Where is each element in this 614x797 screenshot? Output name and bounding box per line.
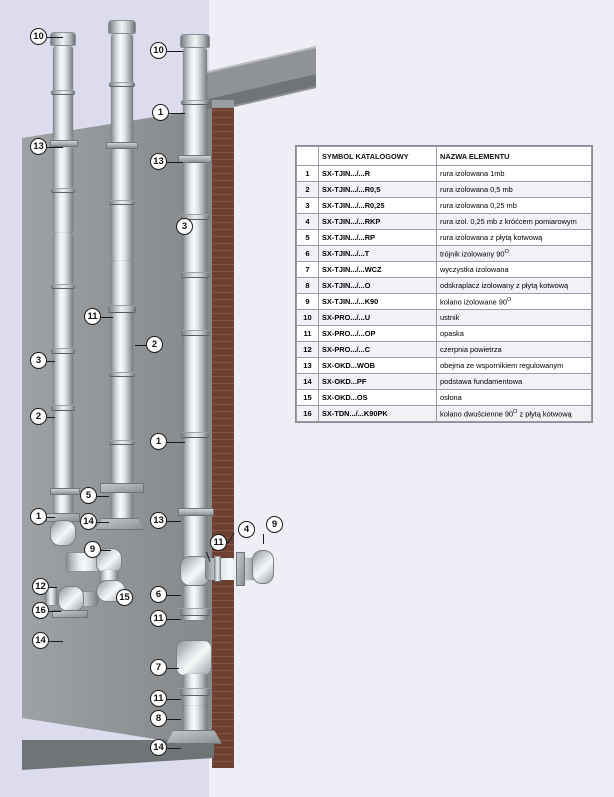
legend-cell-name: rura izol. 0,25 mb z króćcem pomiarowym: [437, 214, 592, 230]
legend-cell-symbol: SX-OKD...PF: [319, 374, 437, 390]
leader-line: [167, 719, 181, 720]
legend-cell-symbol: SX-TJIN.../...RKP: [319, 214, 437, 230]
chimney-c-pipe-2: [183, 163, 207, 219]
legend-cell-number: 3: [297, 198, 319, 214]
legend-row: [297, 310, 592, 326]
legend-cell-number: 11: [297, 326, 319, 342]
chimney-a-terminal: [50, 32, 76, 46]
legend-cell-name: podstawa fundamentowa: [437, 374, 592, 390]
callout-marker-3: 3: [30, 352, 47, 369]
legend-cell-number: 8: [297, 278, 319, 294]
legend-row: [297, 326, 592, 342]
cleanout-door: [176, 640, 212, 676]
callout-marker-5: 5: [80, 487, 97, 504]
leader-line: [167, 699, 181, 700]
chimney-b-pipe-1: [111, 34, 133, 142]
condensate-trap: [183, 706, 207, 734]
callout-marker-15: 15: [116, 589, 133, 606]
chimney-b-terminal: [108, 20, 136, 34]
legend-cell-name: rura izolowana 0,25 mb: [437, 198, 592, 214]
callout-marker-3: 3: [176, 218, 193, 235]
callout-marker-9: 9: [266, 516, 283, 533]
wall-brick-side: [212, 108, 234, 768]
legend-cell-number: 12: [297, 342, 319, 358]
callout-marker-11: 11: [150, 690, 167, 707]
callout-marker-11: 11: [150, 610, 167, 627]
legend-row: [297, 342, 592, 358]
chimney-c-pipe-4: [183, 336, 207, 436]
legend-cell-symbol: SX-TJIN.../...K90: [319, 294, 437, 310]
legend-cell-symbol: SX-TJIN.../...WCZ: [319, 262, 437, 278]
leader-line: [47, 417, 55, 418]
callout-marker-7: 7: [150, 659, 167, 676]
legend-cell-name: obejma ze wspornikiem regulowanym: [437, 358, 592, 374]
degree-superscript: O: [513, 408, 518, 415]
legend-cell-number: 6: [297, 246, 319, 262]
legend-row: [297, 166, 592, 182]
legend-cell-symbol: SX-TJIN.../...R0,25: [319, 198, 437, 214]
legend-cell-symbol: SX-TJIN.../...R0,5: [319, 182, 437, 198]
callout-marker-2: 2: [30, 408, 47, 425]
chimney-c-pipe-6: [183, 516, 207, 560]
chimney-c-joint-3: [181, 272, 209, 278]
chimney-b-joint-1: [109, 82, 135, 87]
leader-line: [167, 521, 181, 522]
legend-cell-symbol: SX-TJIN.../...R: [319, 166, 437, 182]
legend-cell-name: rura izolowana 1mb: [437, 166, 592, 182]
legend-cell-symbol: SX-TJIN.../...O: [319, 278, 437, 294]
chimney-a-pipe-5: [53, 411, 73, 513]
chimney-b-joint-4: [109, 440, 135, 445]
legend-row: [297, 406, 592, 422]
legend-row: [297, 214, 592, 230]
chimney-b-anchor-plate: [100, 483, 144, 493]
chimney-b-joint-3: [109, 372, 135, 377]
leader-line: [49, 587, 57, 588]
legend-cell-number: 15: [297, 390, 319, 406]
legend-row: [297, 230, 592, 246]
chimney-c-bracket-2: [178, 508, 214, 516]
leader-line: [47, 361, 55, 362]
legend-cell-number: 4: [297, 214, 319, 230]
legend-cell-name: odskraplacz izolowany z płytą kotwową: [437, 278, 592, 294]
legend-cell-symbol: SX-TJIN.../...T: [319, 246, 437, 262]
legend-cell-name: opaska: [437, 326, 592, 342]
leader-line: [167, 619, 181, 620]
degree-superscript: O: [506, 296, 512, 303]
chimney-a-joint-2: [51, 188, 75, 193]
chimney-b-pipe-5: [111, 493, 133, 521]
chimney-b-joint-2: [109, 200, 135, 205]
air-intake-elbow: [58, 586, 84, 612]
callout-marker-14: 14: [80, 513, 97, 530]
measuring-branch-clamp: [214, 556, 221, 582]
degree-superscript: O: [504, 248, 509, 255]
legend-cell-name: rura izolowana z płytą kotwową: [437, 230, 592, 246]
chimney-c-bracket-1: [178, 155, 212, 163]
legend-cell-symbol: SX-TJIN.../...RP: [319, 230, 437, 246]
legend-cell-number: 7: [297, 262, 319, 278]
legend-cell-name: kolano dwuścienne $90^O$ z płytą kotwową: [437, 406, 592, 422]
chimney-a-elbow-90: [50, 520, 76, 546]
leader-line: [167, 748, 181, 749]
leader-line: [97, 522, 109, 523]
legend-cell-number: 5: [297, 230, 319, 246]
chimney-a-pipe-1: [53, 46, 73, 146]
callout-marker-9: 9: [84, 541, 101, 558]
leader-line: [97, 496, 109, 497]
leader-line: [263, 534, 264, 544]
callout-marker-12: 12: [32, 578, 49, 595]
legend-cell-name: kolano izolowane $90^O$: [437, 294, 592, 310]
legend-cell-number: 16: [297, 406, 319, 422]
chimney-c-clamp-1: [180, 608, 210, 616]
legend-cell-number: 1: [297, 166, 319, 182]
legend-row: [297, 246, 592, 262]
legend-row: [297, 278, 592, 294]
chimney-a-joint-1: [51, 90, 75, 95]
legend-cell-name: ustnik: [437, 310, 592, 326]
legend-row: [297, 390, 592, 406]
chimney-c-pipe-5: [183, 438, 207, 508]
leader-line: [167, 442, 185, 443]
callout-marker-8: 8: [150, 710, 167, 727]
legend-cell-symbol: SX-PRO.../...OP: [319, 326, 437, 342]
legend-cell-name: wyczystka izolowana: [437, 262, 592, 278]
leader-line: [47, 37, 63, 38]
legend-header-name: NAZWA ELEMENTU: [437, 147, 592, 166]
callout-marker-10: 10: [150, 42, 167, 59]
legend-cell-symbol: SX-PRO.../...U: [319, 310, 437, 326]
leader-line: [167, 595, 181, 596]
legend-header-row: [297, 147, 592, 166]
chimney-c-foundation-base: [166, 730, 222, 744]
leader-line: [49, 611, 61, 612]
legend-cell-number: 10: [297, 310, 319, 326]
callout-marker-10: 10: [30, 28, 47, 45]
callout-marker-1: 1: [150, 433, 167, 450]
leader-line: [167, 668, 179, 669]
legend-cell-number: 13: [297, 358, 319, 374]
leader-line: [167, 51, 183, 52]
callout-marker-6: 6: [150, 586, 167, 603]
leader-line: [47, 517, 55, 518]
chimney-b-foundation-base: [96, 518, 144, 530]
legend-cell-symbol: SX-OKD...WOB: [319, 358, 437, 374]
leader-line: [101, 317, 113, 318]
callout-marker-14: 14: [150, 739, 167, 756]
legend-header-symbol: SYMBOL KATALOGOWY: [319, 147, 437, 166]
chimney-c-terminal: [180, 34, 210, 48]
legend-cell-name: rura izolowana 0,5 mb: [437, 182, 592, 198]
callout-marker-13: 13: [150, 153, 167, 170]
chimney-b-pipe-4: [111, 313, 133, 483]
callout-marker-11: 11: [84, 308, 101, 325]
chimney-a-pipe-3: [53, 233, 73, 353]
chimney-b-bracket-1: [106, 142, 138, 149]
legend-row: [297, 262, 592, 278]
chimney-b-pipe-2: [111, 149, 133, 261]
legend-row: [297, 358, 592, 374]
legend-cell-symbol: SX-PRO.../...C: [319, 342, 437, 358]
legend-row: [297, 182, 592, 198]
legend-row: [297, 374, 592, 390]
leader-line: [169, 113, 185, 114]
legend-cell-name: osłona: [437, 390, 592, 406]
legend-row: [297, 198, 592, 214]
legend-cell-symbol: SX-OKD...OS: [319, 390, 437, 406]
callout-marker-13: 13: [30, 138, 47, 155]
legend-cell-number: 9: [297, 294, 319, 310]
callout-marker-2: 2: [146, 336, 163, 353]
legend-cell-name: trójnik izolowany $90^O$: [437, 246, 592, 262]
leader-line: [47, 147, 63, 148]
branch-elbow-90: [252, 550, 274, 584]
leader-line: [101, 550, 111, 551]
callout-marker-1: 1: [30, 508, 47, 525]
callout-marker-13: 13: [150, 512, 167, 529]
leader-line: [167, 162, 183, 163]
callout-marker-1: 1: [152, 104, 169, 121]
legend-row: [297, 294, 592, 310]
chimney-c-clamp-2: [180, 688, 210, 696]
chimney-a-bracket-2: [50, 488, 80, 495]
chimney-c-joint-1: [181, 100, 209, 105]
chimney-a-pipe-4: [53, 354, 73, 412]
legend-cell-number: 14: [297, 374, 319, 390]
callout-marker-11: 11: [210, 534, 227, 551]
callout-marker-4: 4: [238, 521, 255, 538]
leader-line: [49, 641, 63, 642]
legend-cell-name: czerpnia powietrza: [437, 342, 592, 358]
legend-cell-number: 2: [297, 182, 319, 198]
chimney-a-joint-3: [51, 284, 75, 289]
wall-anchor-plate: [236, 552, 245, 586]
chimney-b-clamp: [108, 305, 136, 313]
legend-header-number: [297, 147, 319, 166]
legend-cell-symbol: SX-TDN.../...K90PK: [319, 406, 437, 422]
legend-body: [297, 166, 592, 422]
legend-table: [296, 146, 592, 422]
chimney-a-bracket-1: [50, 140, 78, 147]
callout-marker-14: 14: [32, 632, 49, 649]
callout-marker-16: 16: [32, 602, 49, 619]
